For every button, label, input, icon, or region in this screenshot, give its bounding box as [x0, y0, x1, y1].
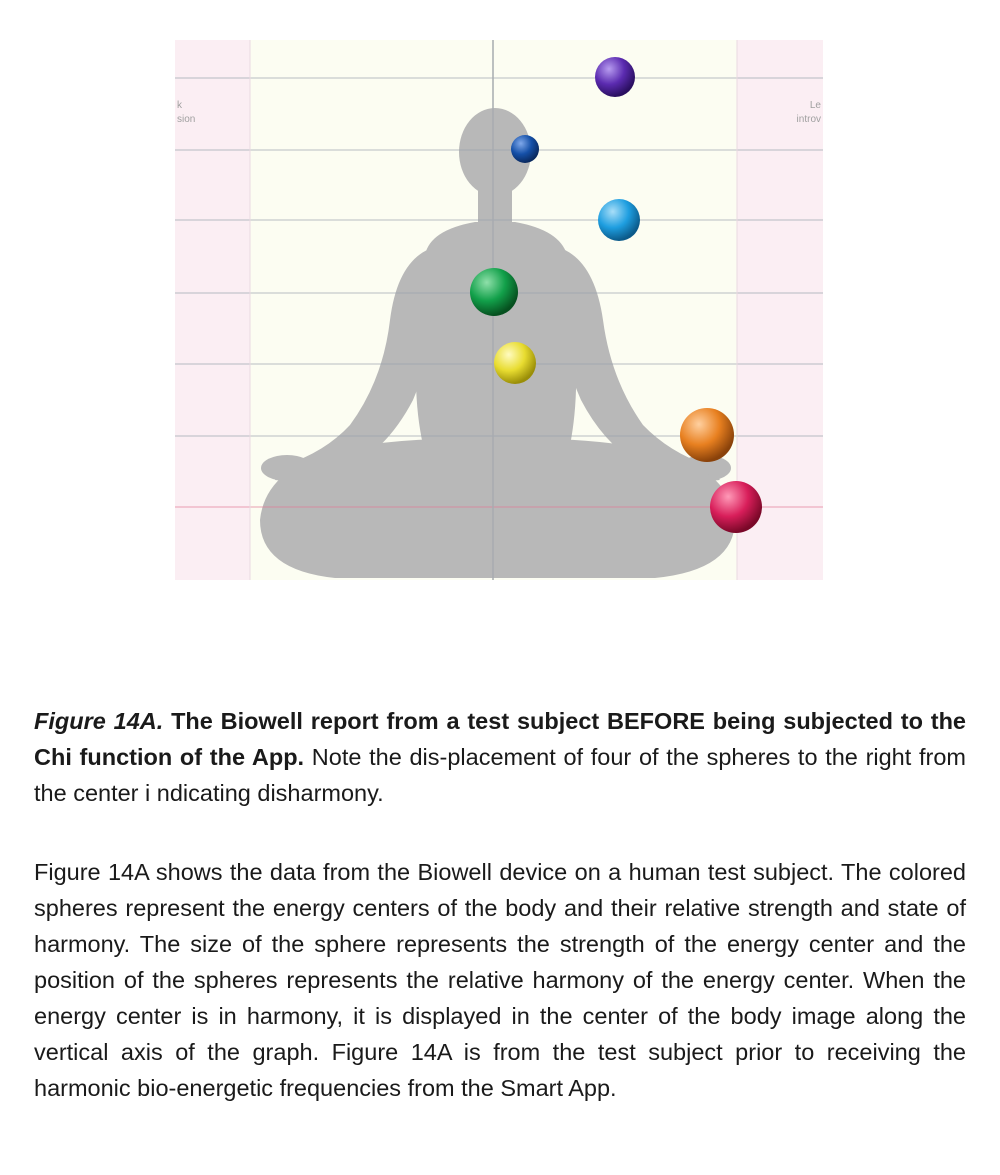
- sphere-sacral: [680, 408, 734, 462]
- figure-caption: [34, 703, 966, 811]
- right-label-line1: Le: [809, 100, 821, 111]
- body-paragraph: Figure 14A shows the data from the Biowell device on a human test subject. The colored spheres represent the energy centers of the body and their relative strength and state of harmony. The size of the sphere represents the strength of the energy center and the position of the spheres represents the relative harmony of the energy center. When the energy center is in harmony, it is displayed in the center of the body image along the vertical axis of the graph. Figure 14A is from the test subject prior to receiving the harmonic bio-energetic frequencies from the Smart App.: [34, 859, 966, 1101]
- right-label-line2: introv: [796, 114, 821, 125]
- sphere-third-eye: [511, 135, 539, 163]
- left-label-line2: sion: [177, 114, 196, 125]
- left-label-line1: k: [177, 100, 182, 111]
- figure-label: Figure 14A.: [34, 708, 164, 734]
- biowell-chart: [175, 40, 823, 580]
- sphere-throat: [598, 199, 640, 241]
- sphere-heart: [470, 268, 518, 316]
- sphere-root: [710, 481, 762, 533]
- biowell-figure: [175, 40, 823, 580]
- figure-note: Note the dis-placement of four of the spheres to the right from the center i ndicating disharmony.: [34, 744, 966, 806]
- sphere-crown: [595, 57, 635, 97]
- sphere-solar-plexus: [494, 342, 536, 384]
- figure-title: The Biowell report from a test subject BEFORE being subjected to the Chi function of the App.: [34, 708, 966, 770]
